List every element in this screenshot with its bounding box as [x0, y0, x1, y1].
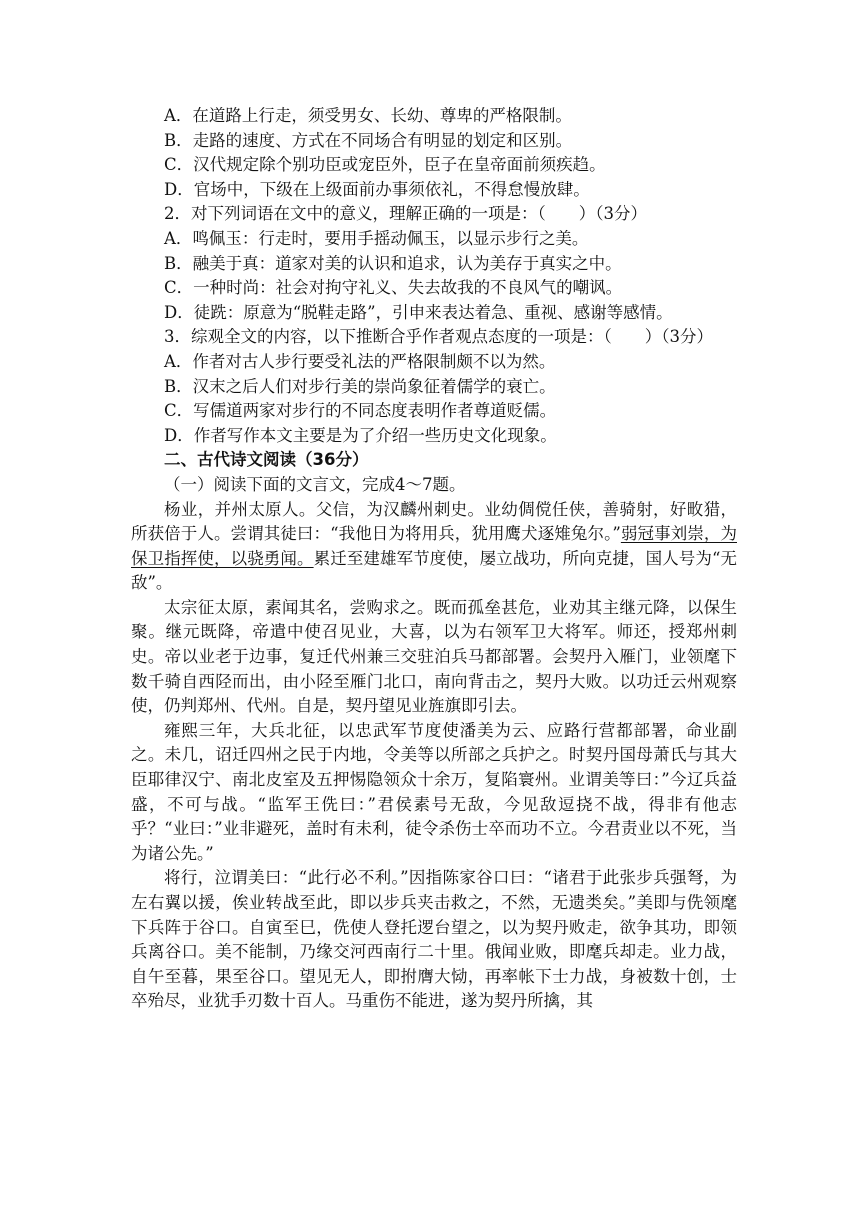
q2-option-c: C．一种时尚：社会对拘守礼义、失去故我的不良风气的嘲讽。: [164, 278, 623, 298]
passage-p1-text-before: 杨业，并州太原人。父信，为汉麟州刺史。业幼倜傥任侠，善骑射，好畋猎，所获倍于人。尝谓其徒曰：“我他日为将用兵，犹用鹰犬逐雉兔尔。”: [131, 499, 737, 544]
section-heading: 二、古代诗文阅读（36分）: [164, 450, 369, 470]
q3-option-b: B．汉末之后人们对步行美的崇尚象征着儒学的衰亡。: [164, 376, 556, 396]
passage-paragraph-3: 雍熙三年，大兵北征，以忠武军节度使潘美为云、应路行营都部署，命业副之。未几，诏迁四州之民于内地，令美等以所部之兵护之。时契丹国母萧氏与其大臣耶律汉宁、南北皮室及五押惕隐领众十余万，复陷寰州。业谓美等曰：”今辽兵益盛，不可与战。“监军王侁曰：”君侯素号无敌，今见敌逗挠不战，得非有他志乎？“业曰：”业非避死，盖时有未利，徒令杀伤士卒而功不立。今君责业以不死，当为诸公先。”: [131, 720, 737, 863]
passage-paragraph-2: 太宗征太原，素闻其名，尝购求之。既而孤垒甚危，业劝其主继元降，以保生聚。继元既降，帝遣中使召见业，大喜，以为右领军卫大将军。师还，授郑州刺史。帝以业老于边事，复迁代州兼三交驻泊兵马都部署。会契丹入雁门，业领麾下数千骑自西陉而出，由小陉至雁门北口，南向背击之，契丹大败。以功迁云州观察使，仍判郑州、代州。自是，契丹望见业旌旗即引去。: [131, 597, 737, 716]
q2-option-b: B．融美于真：道家对美的认识和追求，认为美存于真实之中。: [164, 253, 622, 273]
q3-option-c: C．写儒道两家对步行的不同态度表明作者尊道贬儒。: [164, 401, 557, 421]
q1-option-c: C．汉代规定除个别功臣或宠臣外，臣子在皇帝面前须疾趋。: [164, 155, 606, 175]
q3-stem: 3．综观全文的内容，以下推断合乎作者观点态度的一项是：（ ）（3分）: [164, 327, 713, 347]
passage-p1-underlined-sentence: 弱冠事刘崇，为保卫指挥使，以骁勇闻。: [131, 524, 737, 568]
q1-option-a: A．在道路上行走，须受男女、长幼、尊卑的严格限制。: [164, 106, 572, 125]
passage-p1-text-after: 累迁至建雄军节度使，屡立战功，所向克捷，国人号为“无敌”。: [131, 548, 738, 593]
q1-option-b: B．走路的速度、方式在不同场合有明显的划定和区别。: [164, 130, 573, 150]
q2-option-d: D．徒跣：原意为“脱鞋走路”，引申来表达着急、重视、感谢等感情。: [164, 302, 673, 322]
q1-option-d: D．官场中，下级在上级面前办事须依礼，不得怠慢放肆。: [164, 179, 590, 199]
passage-paragraph-1: [131, 498, 737, 596]
subsection-instruction: （一）阅读下面的文言文，完成4～7题。: [164, 474, 466, 494]
q3-option-d: D．作者写作本文主要是为了介绍一些历史文化现象。: [164, 425, 557, 445]
page-content: [131, 104, 737, 1014]
q3-option-a: A．作者对古人步行要受礼法的严格限制颇不以为然。: [164, 351, 556, 371]
q2-option-a: A．鸣佩玉：行走时，要用手摇动佩玉，以显示步行之美。: [164, 228, 589, 248]
passage-paragraph-4: 将行，泣谓美曰：“此行必不利。”因指陈家谷口曰：“诸君于此张步兵强弩，为左右翼以援，俟业转战至此，即以步兵夹击救之，不然，无遗类矣。”美即与侁领麾下兵阵于谷口。自寅至巳，侁使人登托逻台望之，以为契丹败走，欲争其功，即领兵离谷口。美不能制，乃缘交河西南行二十里。俄闻业败，即麾兵却走。业力战，自午至暮，果至谷口。望见无人，即拊膺大恸，再率帐下士力战，身被数十创，士卒殆尽，业犹手刃数十百人。马重伤不能进，遂为契丹所擒，其: [131, 868, 737, 1011]
q2-stem: 2．对下列词语在文中的意义，理解正确的一项是：（ ）（3分）: [164, 204, 647, 224]
